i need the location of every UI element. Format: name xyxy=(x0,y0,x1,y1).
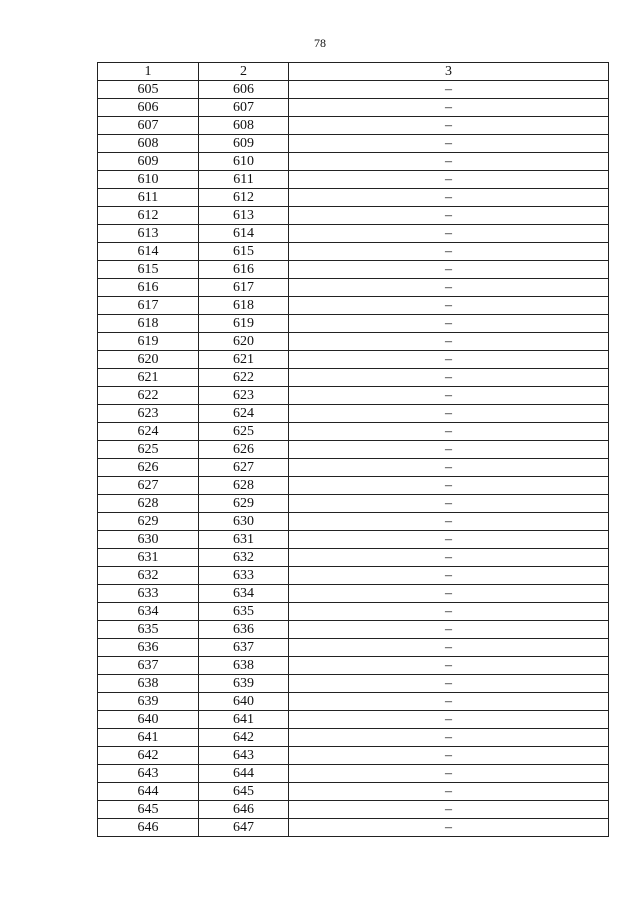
table-cell-col-3: – xyxy=(289,657,609,675)
table-row xyxy=(98,405,609,423)
table-cell-col-1: 644 xyxy=(98,783,199,801)
table-cell-col-2: 624 xyxy=(199,405,289,423)
table-cell-col-3: – xyxy=(289,423,609,441)
table-cell-col-2: 615 xyxy=(199,243,289,261)
table-cell-col-3: – xyxy=(289,783,609,801)
table-cell-col-2: 643 xyxy=(199,747,289,765)
page-number: 78 xyxy=(314,36,326,50)
table-row xyxy=(98,639,609,657)
table-cell-col-2: 640 xyxy=(199,693,289,711)
table-cell-col-1: 621 xyxy=(98,369,199,387)
table-row xyxy=(98,315,609,333)
table-cell-col-3: – xyxy=(289,639,609,657)
table-cell-col-1: 612 xyxy=(98,207,199,225)
table-row xyxy=(98,747,609,765)
table-cell-col-3: – xyxy=(289,585,609,603)
table-cell-col-1: 638 xyxy=(98,675,199,693)
data-table xyxy=(97,62,609,837)
table-cell-col-1: 619 xyxy=(98,333,199,351)
table-cell-col-2: 636 xyxy=(199,621,289,639)
table-cell-col-1: 645 xyxy=(98,801,199,819)
table-row xyxy=(98,135,609,153)
table-cell-col-2: 610 xyxy=(199,153,289,171)
table-cell-col-3: – xyxy=(289,819,609,837)
table-row xyxy=(98,225,609,243)
table-row xyxy=(98,495,609,513)
table-cell-col-3: – xyxy=(289,747,609,765)
table-cell-col-2: 625 xyxy=(199,423,289,441)
table-cell-col-3: – xyxy=(289,387,609,405)
table-cell-col-3: – xyxy=(289,549,609,567)
table-cell-col-3: – xyxy=(289,117,609,135)
table-row xyxy=(98,675,609,693)
table-row xyxy=(98,729,609,747)
table-cell-col-3: – xyxy=(289,333,609,351)
table-cell-col-3: – xyxy=(289,495,609,513)
table-cell-col-2: 614 xyxy=(199,225,289,243)
table-row xyxy=(98,567,609,585)
table-cell-col-3: – xyxy=(289,81,609,99)
table-cell-col-1: 646 xyxy=(98,819,199,837)
table-cell-col-1: 634 xyxy=(98,603,199,621)
table-row xyxy=(98,99,609,117)
table-row xyxy=(98,801,609,819)
table-cell-col-2: 606 xyxy=(199,81,289,99)
table-cell-col-2: 622 xyxy=(199,369,289,387)
table-cell-col-2: 607 xyxy=(199,99,289,117)
table-row xyxy=(98,459,609,477)
table-cell-col-2: 633 xyxy=(199,567,289,585)
table-cell-col-1: 620 xyxy=(98,351,199,369)
table-cell-col-3: – xyxy=(289,207,609,225)
table-cell-col-2: 609 xyxy=(199,135,289,153)
table-cell-col-2: 623 xyxy=(199,387,289,405)
table-cell-col-3: – xyxy=(289,279,609,297)
table-cell-col-1: 633 xyxy=(98,585,199,603)
table-cell-col-2: 632 xyxy=(199,549,289,567)
table-cell-col-1: 628 xyxy=(98,495,199,513)
table-cell-col-2: 630 xyxy=(199,513,289,531)
table-cell-col-2: 628 xyxy=(199,477,289,495)
table-cell-col-3: – xyxy=(289,189,609,207)
table-cell-col-3: – xyxy=(289,243,609,261)
table-cell-col-3: – xyxy=(289,369,609,387)
table-cell-col-1: 626 xyxy=(98,459,199,477)
table-row xyxy=(98,531,609,549)
table-cell-col-2: 631 xyxy=(199,531,289,549)
table-cell-col-1: 624 xyxy=(98,423,199,441)
table-cell-col-1: 635 xyxy=(98,621,199,639)
table-cell-col-2: 617 xyxy=(199,279,289,297)
table-cell-col-1: 640 xyxy=(98,711,199,729)
table-cell-col-3: – xyxy=(289,675,609,693)
table-cell-col-2: 611 xyxy=(199,171,289,189)
table-cell-col-1: 637 xyxy=(98,657,199,675)
table-cell-col-2: 635 xyxy=(199,603,289,621)
table-row xyxy=(98,207,609,225)
table-cell-col-3: – xyxy=(289,531,609,549)
table-cell-col-3: – xyxy=(289,513,609,531)
table-row xyxy=(98,549,609,567)
table-row xyxy=(98,387,609,405)
table-row xyxy=(98,171,609,189)
table-cell-col-2: 638 xyxy=(199,657,289,675)
table-cell-col-2: 608 xyxy=(199,117,289,135)
table-cell-col-3: – xyxy=(289,567,609,585)
table-cell-col-1: 605 xyxy=(98,81,199,99)
table-cell-col-1: 613 xyxy=(98,225,199,243)
table-row xyxy=(98,765,609,783)
table-cell-col-1: 608 xyxy=(98,135,199,153)
table-cell-col-2: 618 xyxy=(199,297,289,315)
table-cell-col-3: – xyxy=(289,441,609,459)
table-row xyxy=(98,261,609,279)
table-cell-col-1: 609 xyxy=(98,153,199,171)
table-cell-col-3: – xyxy=(289,171,609,189)
table-row xyxy=(98,603,609,621)
table-cell-col-1: 606 xyxy=(98,99,199,117)
table-cell-col-3: – xyxy=(289,225,609,243)
table-cell-col-1: 641 xyxy=(98,729,199,747)
table-row xyxy=(98,783,609,801)
table-row xyxy=(98,297,609,315)
table-row xyxy=(98,333,609,351)
table-cell-col-3: – xyxy=(289,351,609,369)
table-cell-col-3: – xyxy=(289,405,609,423)
table-cell-col-1: 607 xyxy=(98,117,199,135)
table-cell-col-1: 617 xyxy=(98,297,199,315)
table-body xyxy=(98,63,609,837)
table-row xyxy=(98,711,609,729)
table-cell-col-1: 625 xyxy=(98,441,199,459)
table-cell-col-1: 611 xyxy=(98,189,199,207)
table-row xyxy=(98,243,609,261)
table-cell-col-1: 614 xyxy=(98,243,199,261)
table-row xyxy=(98,693,609,711)
column-header-3: 3 xyxy=(289,63,609,81)
table-cell-col-2: 645 xyxy=(199,783,289,801)
table-row xyxy=(98,441,609,459)
table-row xyxy=(98,477,609,495)
table-row xyxy=(98,189,609,207)
table-cell-col-2: 613 xyxy=(199,207,289,225)
table-cell-col-1: 632 xyxy=(98,567,199,585)
table-cell-col-3: – xyxy=(289,261,609,279)
table-cell-col-1: 622 xyxy=(98,387,199,405)
table-cell-col-1: 643 xyxy=(98,765,199,783)
table-cell-col-2: 627 xyxy=(199,459,289,477)
table-cell-col-1: 618 xyxy=(98,315,199,333)
table-cell-col-3: – xyxy=(289,603,609,621)
table-cell-col-3: – xyxy=(289,765,609,783)
table-row xyxy=(98,369,609,387)
table-cell-col-2: 637 xyxy=(199,639,289,657)
table-row xyxy=(98,153,609,171)
table-cell-col-3: – xyxy=(289,801,609,819)
table-cell-col-1: 627 xyxy=(98,477,199,495)
table-cell-col-2: 612 xyxy=(199,189,289,207)
table-cell-col-3: – xyxy=(289,99,609,117)
table-cell-col-2: 626 xyxy=(199,441,289,459)
table-cell-col-3: – xyxy=(289,459,609,477)
table-cell-col-2: 619 xyxy=(199,315,289,333)
table-cell-col-3: – xyxy=(289,297,609,315)
table-cell-col-1: 631 xyxy=(98,549,199,567)
table-cell-col-1: 630 xyxy=(98,531,199,549)
table-row xyxy=(98,351,609,369)
table-row xyxy=(98,81,609,99)
table-cell-col-1: 615 xyxy=(98,261,199,279)
table-cell-col-2: 616 xyxy=(199,261,289,279)
table-cell-col-2: 629 xyxy=(199,495,289,513)
table-cell-col-1: 623 xyxy=(98,405,199,423)
table-row xyxy=(98,657,609,675)
table-cell-col-3: – xyxy=(289,621,609,639)
table-cell-col-1: 639 xyxy=(98,693,199,711)
table-cell-col-2: 644 xyxy=(199,765,289,783)
column-header-1: 1 xyxy=(98,63,199,81)
column-header-2: 2 xyxy=(199,63,289,81)
table-row xyxy=(98,819,609,837)
table-cell-col-3: – xyxy=(289,315,609,333)
table-cell-col-3: – xyxy=(289,693,609,711)
table-cell-col-2: 641 xyxy=(199,711,289,729)
table-row xyxy=(98,117,609,135)
table-row xyxy=(98,279,609,297)
table-cell-col-1: 642 xyxy=(98,747,199,765)
table-cell-col-2: 634 xyxy=(199,585,289,603)
table-cell-col-2: 647 xyxy=(199,819,289,837)
table-cell-col-3: – xyxy=(289,711,609,729)
table-cell-col-3: – xyxy=(289,729,609,747)
table-row xyxy=(98,585,609,603)
table-cell-col-2: 639 xyxy=(199,675,289,693)
table-cell-col-2: 621 xyxy=(199,351,289,369)
table-row xyxy=(98,621,609,639)
table-cell-col-1: 616 xyxy=(98,279,199,297)
table-cell-col-3: – xyxy=(289,477,609,495)
table-row xyxy=(98,513,609,531)
table-cell-col-3: – xyxy=(289,153,609,171)
table-cell-col-2: 646 xyxy=(199,801,289,819)
table-cell-col-1: 629 xyxy=(98,513,199,531)
table-cell-col-1: 610 xyxy=(98,171,199,189)
table-header-row xyxy=(98,63,609,81)
table-cell-col-2: 642 xyxy=(199,729,289,747)
table-cell-col-3: – xyxy=(289,135,609,153)
table-cell-col-2: 620 xyxy=(199,333,289,351)
table-cell-col-1: 636 xyxy=(98,639,199,657)
table-row xyxy=(98,423,609,441)
